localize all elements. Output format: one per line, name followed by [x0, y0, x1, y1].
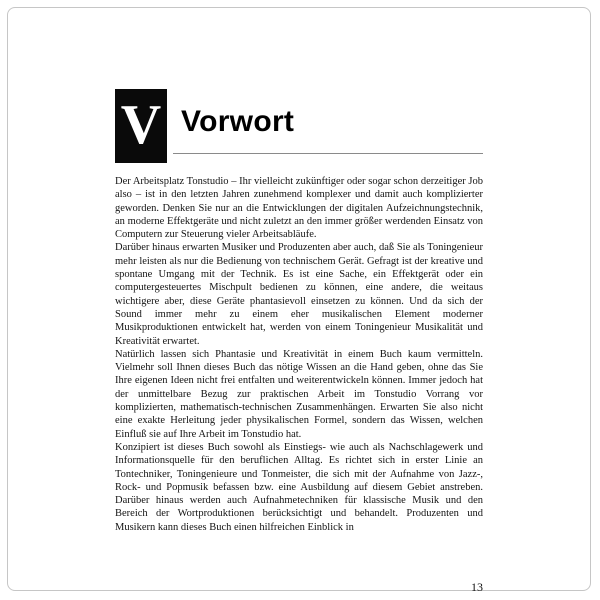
heading-rule: [173, 153, 483, 154]
body-paragraph: Darüber hinaus erwarten Musiker und Produzenten aber auch, daß Sie als Toningenieur mehr leisten als nur die Bedienung von technischem Gerät. Gefragt ist der kreative und spontane Umgang mit der Technik. Es ist eine Sache, ein Effektgerät oder ein computergesteuertes Mischpult bedienen zu können, eine andere, die weitaus wichtigere aber, diese Geräte phantasievoll einsetzen zu können. Und da sich der Sound immer mehr zu einem eher musikalischen Element moderner Musikproduktionen entwickelt hat, werden von einem Toningenieur Musikalität und Kreativität erwartet.: [115, 242, 483, 347]
body-paragraph: Konzipiert ist dieses Buch sowohl als Einstiegs- wie auch als Nachschlagewerk und Informationsquelle für den beruflichen Alltag. Es richtet sich in erster Linie an Tontechniker, Toningenieure und Tonmeister, die sich mit der Aufnahme von Jazz-, Rock- und Popmusik befassen bzw. eine Ausbildung auf diesem Gebiet anstreben. Darüber hinaus werden auch Aufnahmetechniken für klassische Musik und den Bereich der Wortproduktionen berücksichtigt und behandelt. Produzenten und Musikern kann dieses Buch einen hilfreichen Einblick in: [115, 441, 483, 533]
chapter-title: Vorwort: [181, 105, 295, 138]
body-paragraph: Der Arbeitsplatz Tonstudio – Ihr vielleicht zukünftiger oder sogar schon derzeitiger Job also – ist in den letzten Jahren zunehmend komplexer und damit auch komplizierter geworden. Denken Sie nur an die Entwicklungen der digitalen Aufzeichnungstechnik, an moderne Effektgeräte und nicht zuletzt an den immer größer werdenden Einsatz von Computern zur Steuerung vieler Arbeitsabläufe.: [115, 176, 483, 241]
book-page: [7, 7, 591, 594]
body-paragraph: Natürlich lassen sich Phantasie und Kreativität in einem Buch kaum vermitteln. Vielmehr soll Ihnen dieses Buch das nötige Wissen an die Hand geben, ohne das Sie Ihre eigenen Ideen nicht frei entfalten und weiterentwickeln können. Immer jedoch hat der unmittelbare Bezug zur praktischen Arbeit im Tonstudio Vorrang vor komplizierten, mathematisch-technischen Zusammenhängen. Erwarten Sie also nicht eine exakte Herleitung jeder physikalischen Formel, sondern das Wissen, welchen Einfluß sie auf Ihre Arbeit im Tonstudio hat.: [115, 348, 483, 440]
page-content: [115, 89, 483, 595]
chapter-drop-cap: V: [115, 89, 167, 163]
page-number: 13: [471, 580, 483, 594]
body-text: [115, 175, 483, 534]
chapter-heading: [115, 89, 483, 163]
